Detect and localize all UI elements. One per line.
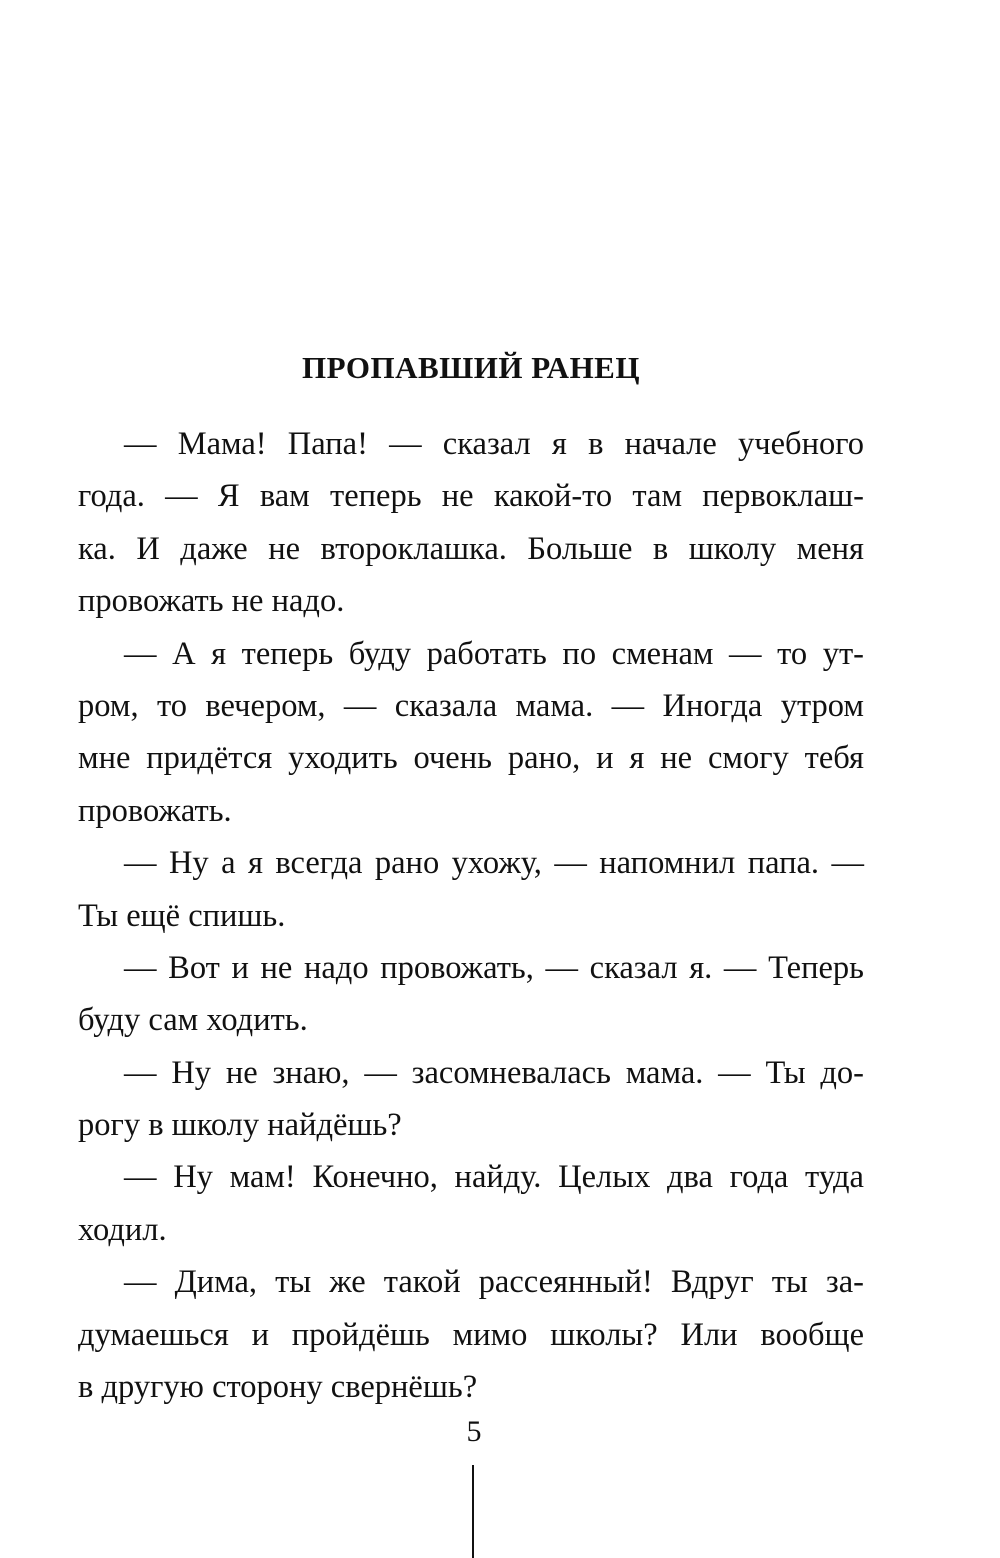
text-line: — Ну мам! Конечно, найду. Целых два года туда <box>124 1159 864 1196</box>
text-line: провожать. <box>78 792 232 829</box>
text-line: года. — Я вам теперь не какой-то там первоклаш- <box>78 478 864 515</box>
text-line: рогу в школу найдёшь? <box>78 1107 402 1144</box>
text-line: ром, то вечером, — сказала мама. — Иногда утром <box>78 687 864 724</box>
text-line: ходил. <box>78 1211 167 1248</box>
page-number: 5 <box>466 1415 482 1448</box>
text-line: — Вот и не надо провожать, — сказал я. — Теперь <box>124 949 864 986</box>
text-line: мне придётся уходить очень рано, и я не смогу тебя <box>78 740 864 777</box>
text-line: — Ну не знаю, — засомневалась мама. — Ты до- <box>124 1054 864 1091</box>
text-line: буду сам ходить. <box>78 1002 308 1039</box>
text-line: в другую сторону свернёшь? <box>78 1369 478 1406</box>
chapter-body <box>78 418 864 1413</box>
text-line: Ты ещё спишь. <box>78 897 286 934</box>
text-line: — А я теперь буду работать по сменам — то ут- <box>124 635 864 672</box>
text-line: ка. И даже не второклашка. Больше в школу меня <box>78 530 864 567</box>
text-line: — Ну а я всегда рано ухожу, — напомнил папа. — <box>124 845 864 882</box>
text-line: — Мама! Папа! — сказал я в начале учебного <box>124 426 864 462</box>
text-line: — Дима, ты же такой рассеянный! Вдруг ты за- <box>124 1264 864 1301</box>
text-line: думаешься и пройдёшь мимо школы? Или вообще <box>78 1316 864 1353</box>
text-line: провожать не надо. <box>78 583 345 620</box>
page-number-rule <box>472 1465 474 1558</box>
chapter-title: ПРОПАВШИЙ РАНЕЦ <box>302 350 640 385</box>
